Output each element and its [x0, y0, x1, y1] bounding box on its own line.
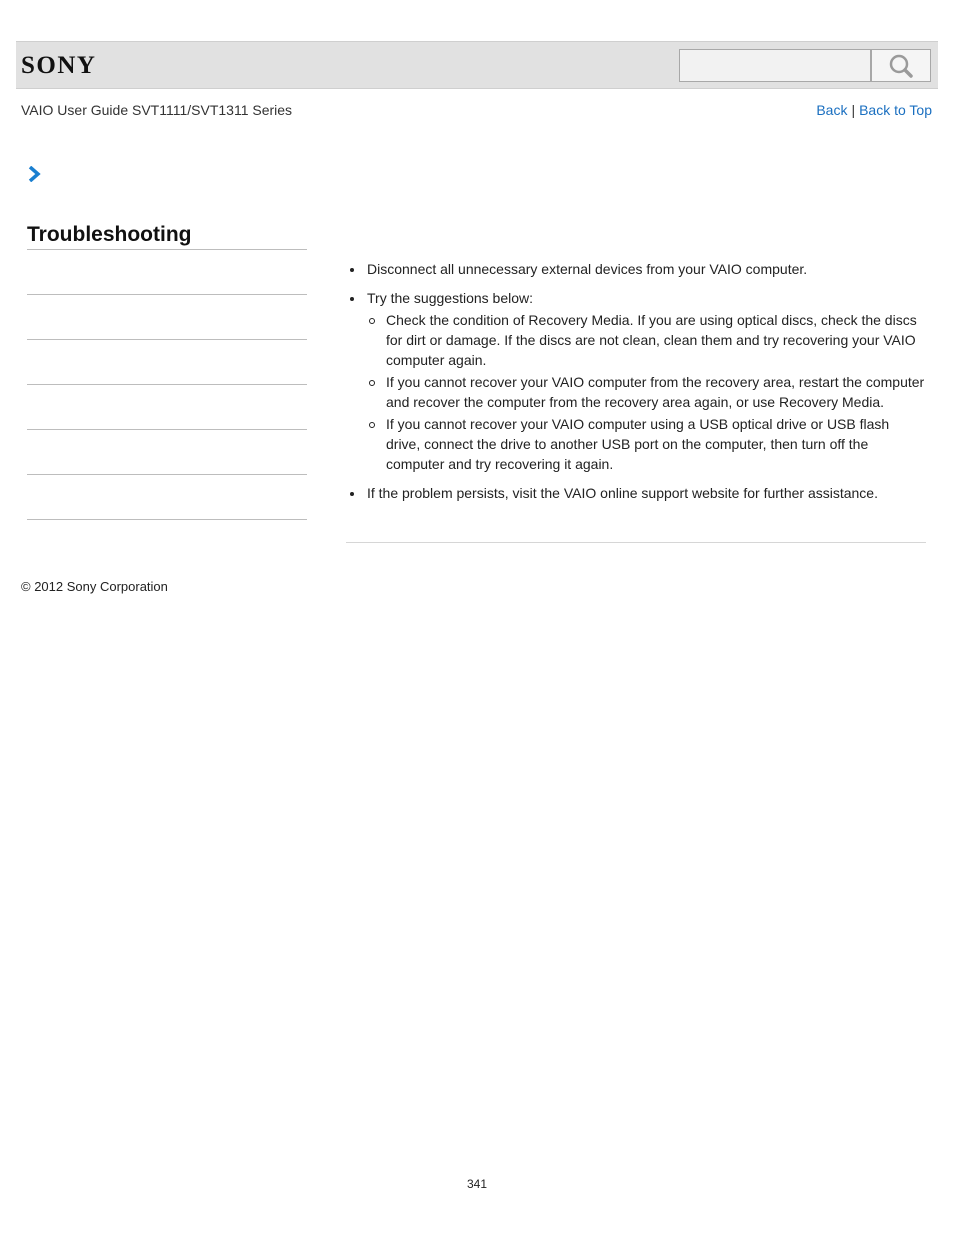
sidebar-item[interactable]: [27, 430, 307, 475]
back-to-top-link[interactable]: Back to Top: [859, 102, 932, 118]
breadcrumb[interactable]: [27, 166, 41, 187]
main-content: [346, 259, 926, 512]
chevron-right-icon: [27, 166, 41, 182]
suggestion-list: [346, 259, 926, 503]
content-divider: [346, 542, 926, 543]
sony-logo[interactable]: SONY: [21, 52, 97, 79]
search-button[interactable]: [871, 49, 931, 82]
sidebar-item[interactable]: [27, 475, 307, 520]
list-item: [346, 483, 926, 503]
copyright: © 2012 Sony Corporation: [21, 579, 168, 594]
list-item: [346, 259, 926, 279]
sub-list-item: Check the condition of Recovery Media. If you are using optical discs, check the discs for dirt or damage. If the discs are not clean, clean them and try recovering your VAIO computer again.: [367, 310, 926, 370]
sub-list-item: If you cannot recover your VAIO computer using a USB optical drive or USB flash drive, connect the drive to another USB port on the computer, then turn off the computer and try recovering it again.: [367, 414, 926, 474]
header-bar: [16, 41, 938, 89]
sidebar-item[interactable]: [27, 385, 307, 430]
search-input[interactable]: [679, 49, 871, 82]
list-item-text: If the problem persists, visit the VAIO online support website for further assistance.: [367, 485, 878, 501]
list-item: [346, 288, 926, 474]
page-number: 341: [466, 1177, 488, 1191]
nav-links: [816, 102, 932, 118]
sidebar-item[interactable]: [27, 250, 307, 295]
guide-title: VAIO User Guide SVT1111/SVT1311 Series: [21, 102, 293, 118]
sidebar-item[interactable]: [27, 295, 307, 340]
sidebar-title: Troubleshooting: [27, 222, 307, 250]
sub-list-item: If you cannot recover your VAIO computer from the recovery area, restart the computer and recover the computer from the recovery area again, or use Recovery Media.: [367, 372, 926, 412]
sidebar-item[interactable]: [27, 340, 307, 385]
sub-list: [367, 310, 926, 474]
sidebar: [27, 222, 307, 520]
nav-separator: |: [851, 102, 856, 118]
back-link[interactable]: Back: [816, 102, 848, 118]
list-item-text: Try the suggestions below:: [367, 290, 534, 306]
list-item-text: Disconnect all unnecessary external devices from your VAIO computer.: [367, 261, 808, 277]
search-icon: [888, 53, 914, 79]
